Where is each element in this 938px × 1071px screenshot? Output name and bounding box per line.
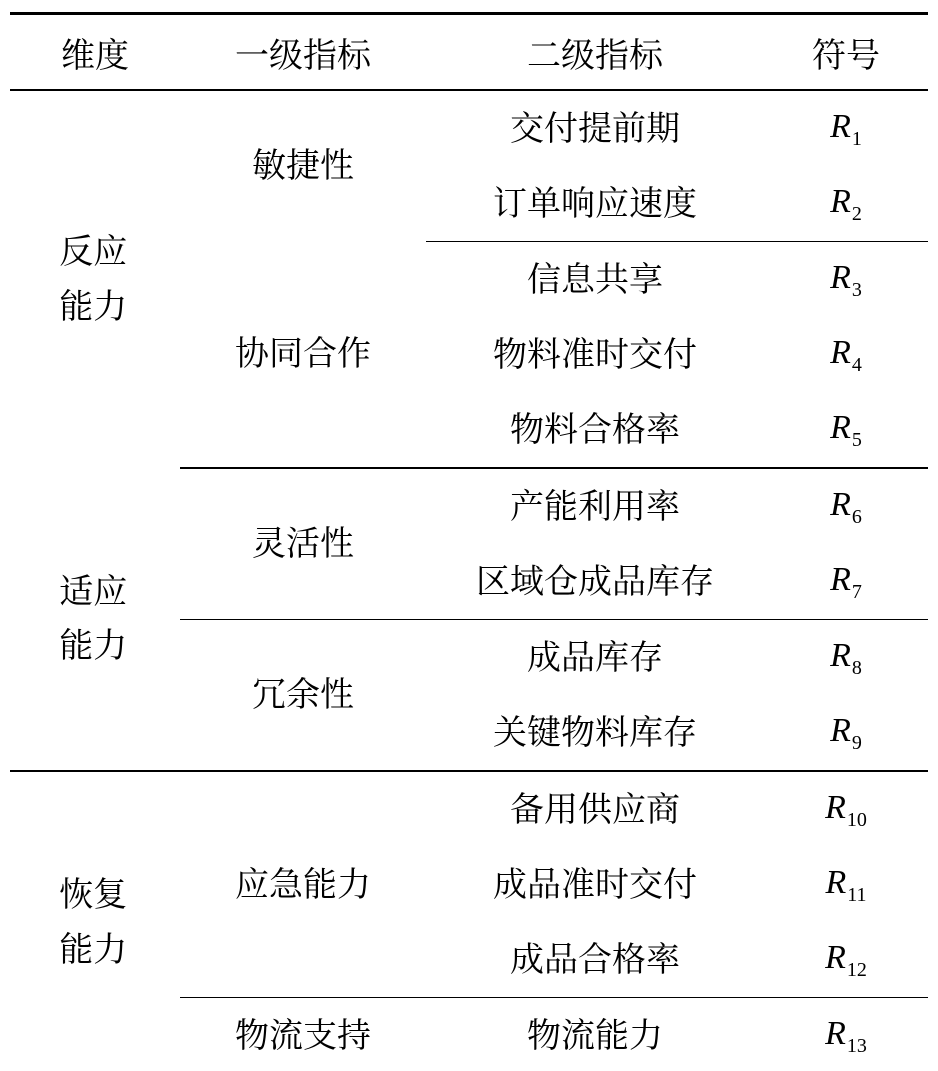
table-row — [10, 90, 928, 166]
level2-cell: 交付提前期 — [510, 108, 680, 149]
symbol-cell — [764, 998, 928, 1071]
symbol-subscript: 2 — [851, 202, 862, 225]
level2-cell: 备用供应商 — [510, 789, 680, 830]
symbol-cell — [764, 90, 928, 166]
symbol-subscript: 3 — [851, 278, 862, 301]
symbol-subscript: 8 — [851, 656, 862, 679]
symbol-subscript: 10 — [846, 808, 867, 831]
level2-cell: 成品合格率 — [426, 922, 764, 998]
level1-cell: 协同合作 — [180, 242, 426, 469]
level1-cell: 灵活性 — [180, 468, 426, 620]
indicator-table — [10, 12, 928, 1071]
symbol-subscript: 5 — [851, 428, 862, 451]
level2-cell: 关键物料库存 — [426, 695, 764, 771]
symbol-letter: R — [830, 485, 851, 523]
level2-cell: 信息共享 — [527, 259, 663, 300]
symbol-letter: R — [830, 711, 851, 749]
symbol-cell — [764, 922, 928, 998]
symbol-subscript: 6 — [851, 505, 862, 528]
table-row — [10, 468, 928, 544]
symbol-letter: R — [825, 863, 847, 901]
symbol-subscript: 4 — [851, 353, 862, 376]
symbol-subscript: 1 — [851, 127, 862, 150]
level2-cell: 订单响应速度 — [426, 166, 764, 242]
symbol-letter: R — [830, 107, 851, 145]
header-level2: 二级指标 — [426, 14, 764, 91]
level2-cell: 成品准时交付 — [493, 864, 697, 905]
level1-cell: 物流支持 — [180, 998, 426, 1071]
symbol-cell — [764, 317, 928, 392]
level2-cell: 成品库存 — [527, 637, 663, 678]
symbol-cell — [764, 468, 928, 544]
symbol-letter: R — [830, 182, 851, 220]
symbol-letter: R — [830, 560, 851, 598]
level2-cell: 物料准时交付 — [493, 334, 697, 375]
symbol-cell — [764, 620, 928, 696]
symbol-cell — [764, 242, 928, 318]
symbol-cell — [764, 771, 928, 847]
symbol-letter: R — [830, 333, 851, 371]
dimension-cell — [10, 468, 180, 771]
dimension-cell — [10, 90, 180, 468]
symbol-letter: R — [825, 938, 846, 976]
symbol-letter: R — [830, 636, 851, 674]
level2-cell: 物料合格率 — [426, 392, 764, 468]
symbol-subscript: 12 — [846, 958, 867, 981]
symbol-letter: R — [830, 258, 851, 296]
header-level1: 一级指标 — [180, 14, 426, 91]
symbol-letter: R — [825, 1014, 846, 1052]
header-dimension: 维度 — [10, 14, 180, 91]
level2-cell: 产能利用率 — [510, 486, 680, 527]
header-symbol: 符号 — [764, 14, 928, 91]
symbol-cell — [764, 847, 928, 922]
dimension-cell — [10, 771, 180, 1071]
symbol-subscript: 11 — [847, 883, 867, 906]
level1-cell: 敏捷性 — [252, 146, 354, 187]
symbol-letter: R — [825, 788, 846, 826]
symbol-cell — [764, 392, 928, 468]
dimension-label: 适应能力 — [59, 571, 128, 666]
symbol-cell — [764, 544, 928, 620]
level1-cell: 冗余性 — [180, 620, 426, 772]
level1-cell: 应急能力 — [180, 771, 426, 998]
symbol-cell — [764, 166, 928, 242]
table-row — [10, 771, 928, 847]
header-row — [10, 14, 928, 91]
dimension-label: 反应能力 — [59, 232, 128, 327]
level2-cell: 物流能力 — [426, 998, 764, 1071]
symbol-letter: R — [830, 408, 851, 446]
dimension-label: 恢复能力 — [59, 875, 128, 970]
symbol-subscript: 7 — [851, 580, 862, 603]
symbol-cell — [764, 695, 928, 771]
symbol-subscript: 9 — [851, 731, 862, 754]
level2-cell: 区域仓成品库存 — [426, 544, 764, 620]
symbol-subscript: 13 — [846, 1034, 867, 1057]
